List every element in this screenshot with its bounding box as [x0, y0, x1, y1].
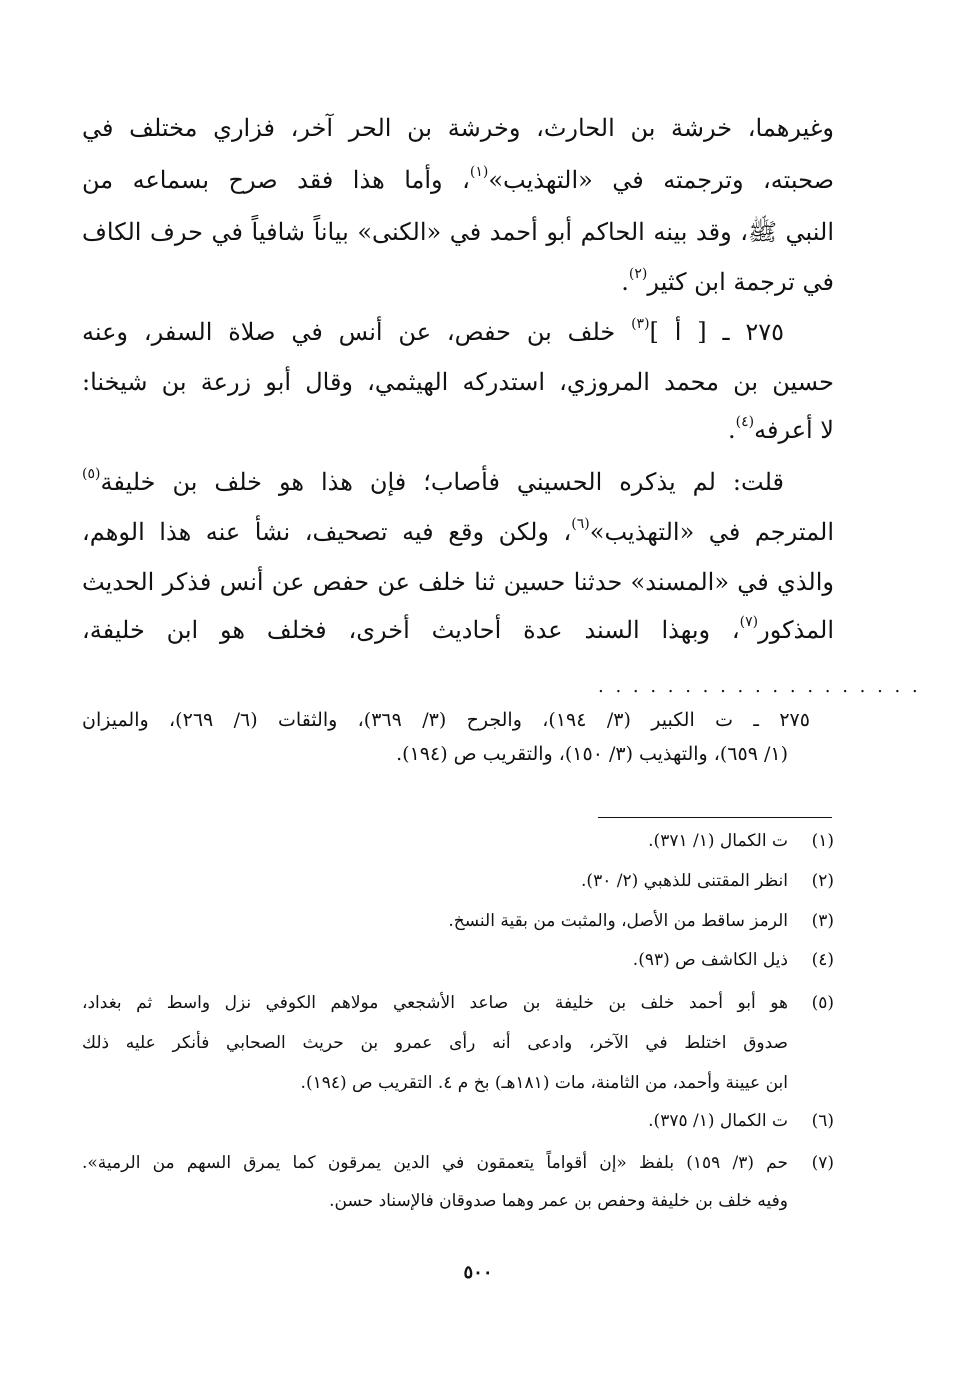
sources-line-2: (١/ ٦٥٩)، والتهذيب (٣/ ١٥٠)، والتقريب ص (١٩٤).	[396, 743, 788, 765]
footnote-2	[82, 866, 834, 896]
footnote-7-line-2	[82, 1186, 834, 1216]
dotted-separator: . . . . . . . . . . . . . . . . . . .	[598, 676, 921, 697]
main-line-4: في ترجمة ابن كثير$^{(٢)}$.	[621, 266, 834, 296]
main-line-3: النبي ﷺ، وقد بينه الحاكم أبو أحمد في «الكنى» بياناً شافياً في حرف الكاف	[82, 218, 834, 246]
main-line-1: وغيرهما، خرشة بن الحارث، وخرشة بن الحر آخر، فزاري مختلف في	[82, 114, 834, 142]
main-line-10: والذي في «المسند» حدثنا حسين ثنا خلف عن حفص عن أنس فذكر الحديث	[82, 568, 834, 596]
footnote-ref-6: (٦)	[571, 516, 590, 532]
footnote-ref-7: (٧)	[739, 614, 759, 630]
footnote-3	[82, 906, 834, 936]
footnote-text: ذيل الكاشف ص (٩٣).	[632, 950, 788, 970]
footnote-separator-line	[598, 817, 832, 818]
footnote-ref-1: (١)	[469, 164, 489, 180]
footnote-number: (٣)	[811, 911, 834, 931]
footnote-6	[82, 1106, 834, 1136]
footnote-number: (٦)	[811, 1111, 834, 1131]
main-line-9: المترجم في «التهذيب»$^{(٦)}$، ولكن وقع فيه تصحيف، نشأ عنه هذا الوهم،	[82, 516, 834, 546]
footnote-number: (٢)	[811, 871, 834, 891]
footnote-4	[82, 945, 834, 975]
footnote-text: وفيه خلف بن خليفة وحفص بن عمر وهما صدوقان فالإسناد حسن.	[329, 1191, 788, 1211]
main-line-2: صحبته، وترجمته في «التهذيب»$^{(١)}$، وأما هذا فقد صرح بسماعه من	[82, 164, 834, 194]
main-line-11: المذكور$^{(٧)}$، وبهذا السند عدة أحاديث أخرى، فخلف هو ابن خليفة،	[82, 614, 834, 644]
footnote-text: ابن عيينة وأحمد، من الثامنة، مات (١٨١هـ) بخ م ٤. التقريب ص (١٩٤).	[300, 1073, 788, 1093]
main-line-6: حسين بن محمد المروزي، استدركه الهيثمي، وقال أبو زرعة بن شيخنا:	[82, 368, 834, 396]
footnote-5-line-2	[82, 1028, 834, 1058]
footnote-ref-3: (٣)	[631, 316, 650, 332]
footnote-number: (٧)	[811, 1153, 834, 1173]
footnote-number: (٥)	[811, 993, 834, 1013]
sources-line-1: ٢٧٥ ـ ت الكبير (٣/ ١٩٤)، والجرح (٣/ ٣٦٩)، والثقات (٦/ ٢٦٩)، والميزان	[82, 709, 810, 731]
footnote-7	[82, 1148, 834, 1178]
footnote-5-line-3	[82, 1068, 834, 1098]
footnote-text: حم (٣/ ١٥٩) بلفظ «إن أقواماً يتعمقون في الدين يمرقون كما يمرق السهم من الرمية».	[82, 1153, 789, 1173]
main-line-8: قلت: لم يذكره الحسيني فأصاب؛ فإن هذا هو خلف بن خليفة$^{(٥)}$	[82, 466, 784, 496]
footnote-number: (٤)	[811, 950, 834, 970]
footnote-text: ت الكمال (١/ ٣٧١).	[648, 831, 788, 851]
footnote-ref-2: (٢)	[628, 266, 648, 282]
entry-number: ٢٧٥ ـ [ أ ]	[649, 318, 784, 346]
footnote-text: ت الكمال (١/ ٣٧٥).	[648, 1111, 788, 1131]
page-number: ٥٠٠	[463, 1262, 493, 1283]
main-line-5: ٢٧٥ ـ [ أ ]$^{(٣)}$ خلف بن حفص، عن أنس في صلاة السفر، وعنه	[82, 316, 784, 346]
footnote-text: هو أبو أحمد خلف بن خليفة بن صاعد الأشجعي مولاهم الكوفي نزل واسط ثم بغداد،	[82, 993, 788, 1013]
footnotes	[82, 826, 834, 1226]
main-line-7: لا أعرفه$^{(٤)}$.	[728, 414, 834, 444]
footnote-text: صدوق اختلط في الآخر، وادعى أنه رأى عمرو بن حريث الصحابي فأنكر عليه ذلك	[82, 1033, 788, 1053]
source-references	[82, 704, 834, 774]
main-text	[82, 108, 834, 648]
footnote-ref-4: (٤)	[735, 414, 755, 430]
footnote-1	[82, 826, 834, 856]
footnote-ref-5: (٥)	[82, 466, 101, 482]
footnote-text: الرمز ساقط من الأصل، والمثبت من بقية النسخ.	[448, 911, 788, 931]
footnote-number: (١)	[811, 831, 834, 851]
footnote-text: انظر المقتنى للذهبي (٢/ ٣٠).	[581, 871, 788, 891]
footnote-5	[82, 988, 834, 1018]
